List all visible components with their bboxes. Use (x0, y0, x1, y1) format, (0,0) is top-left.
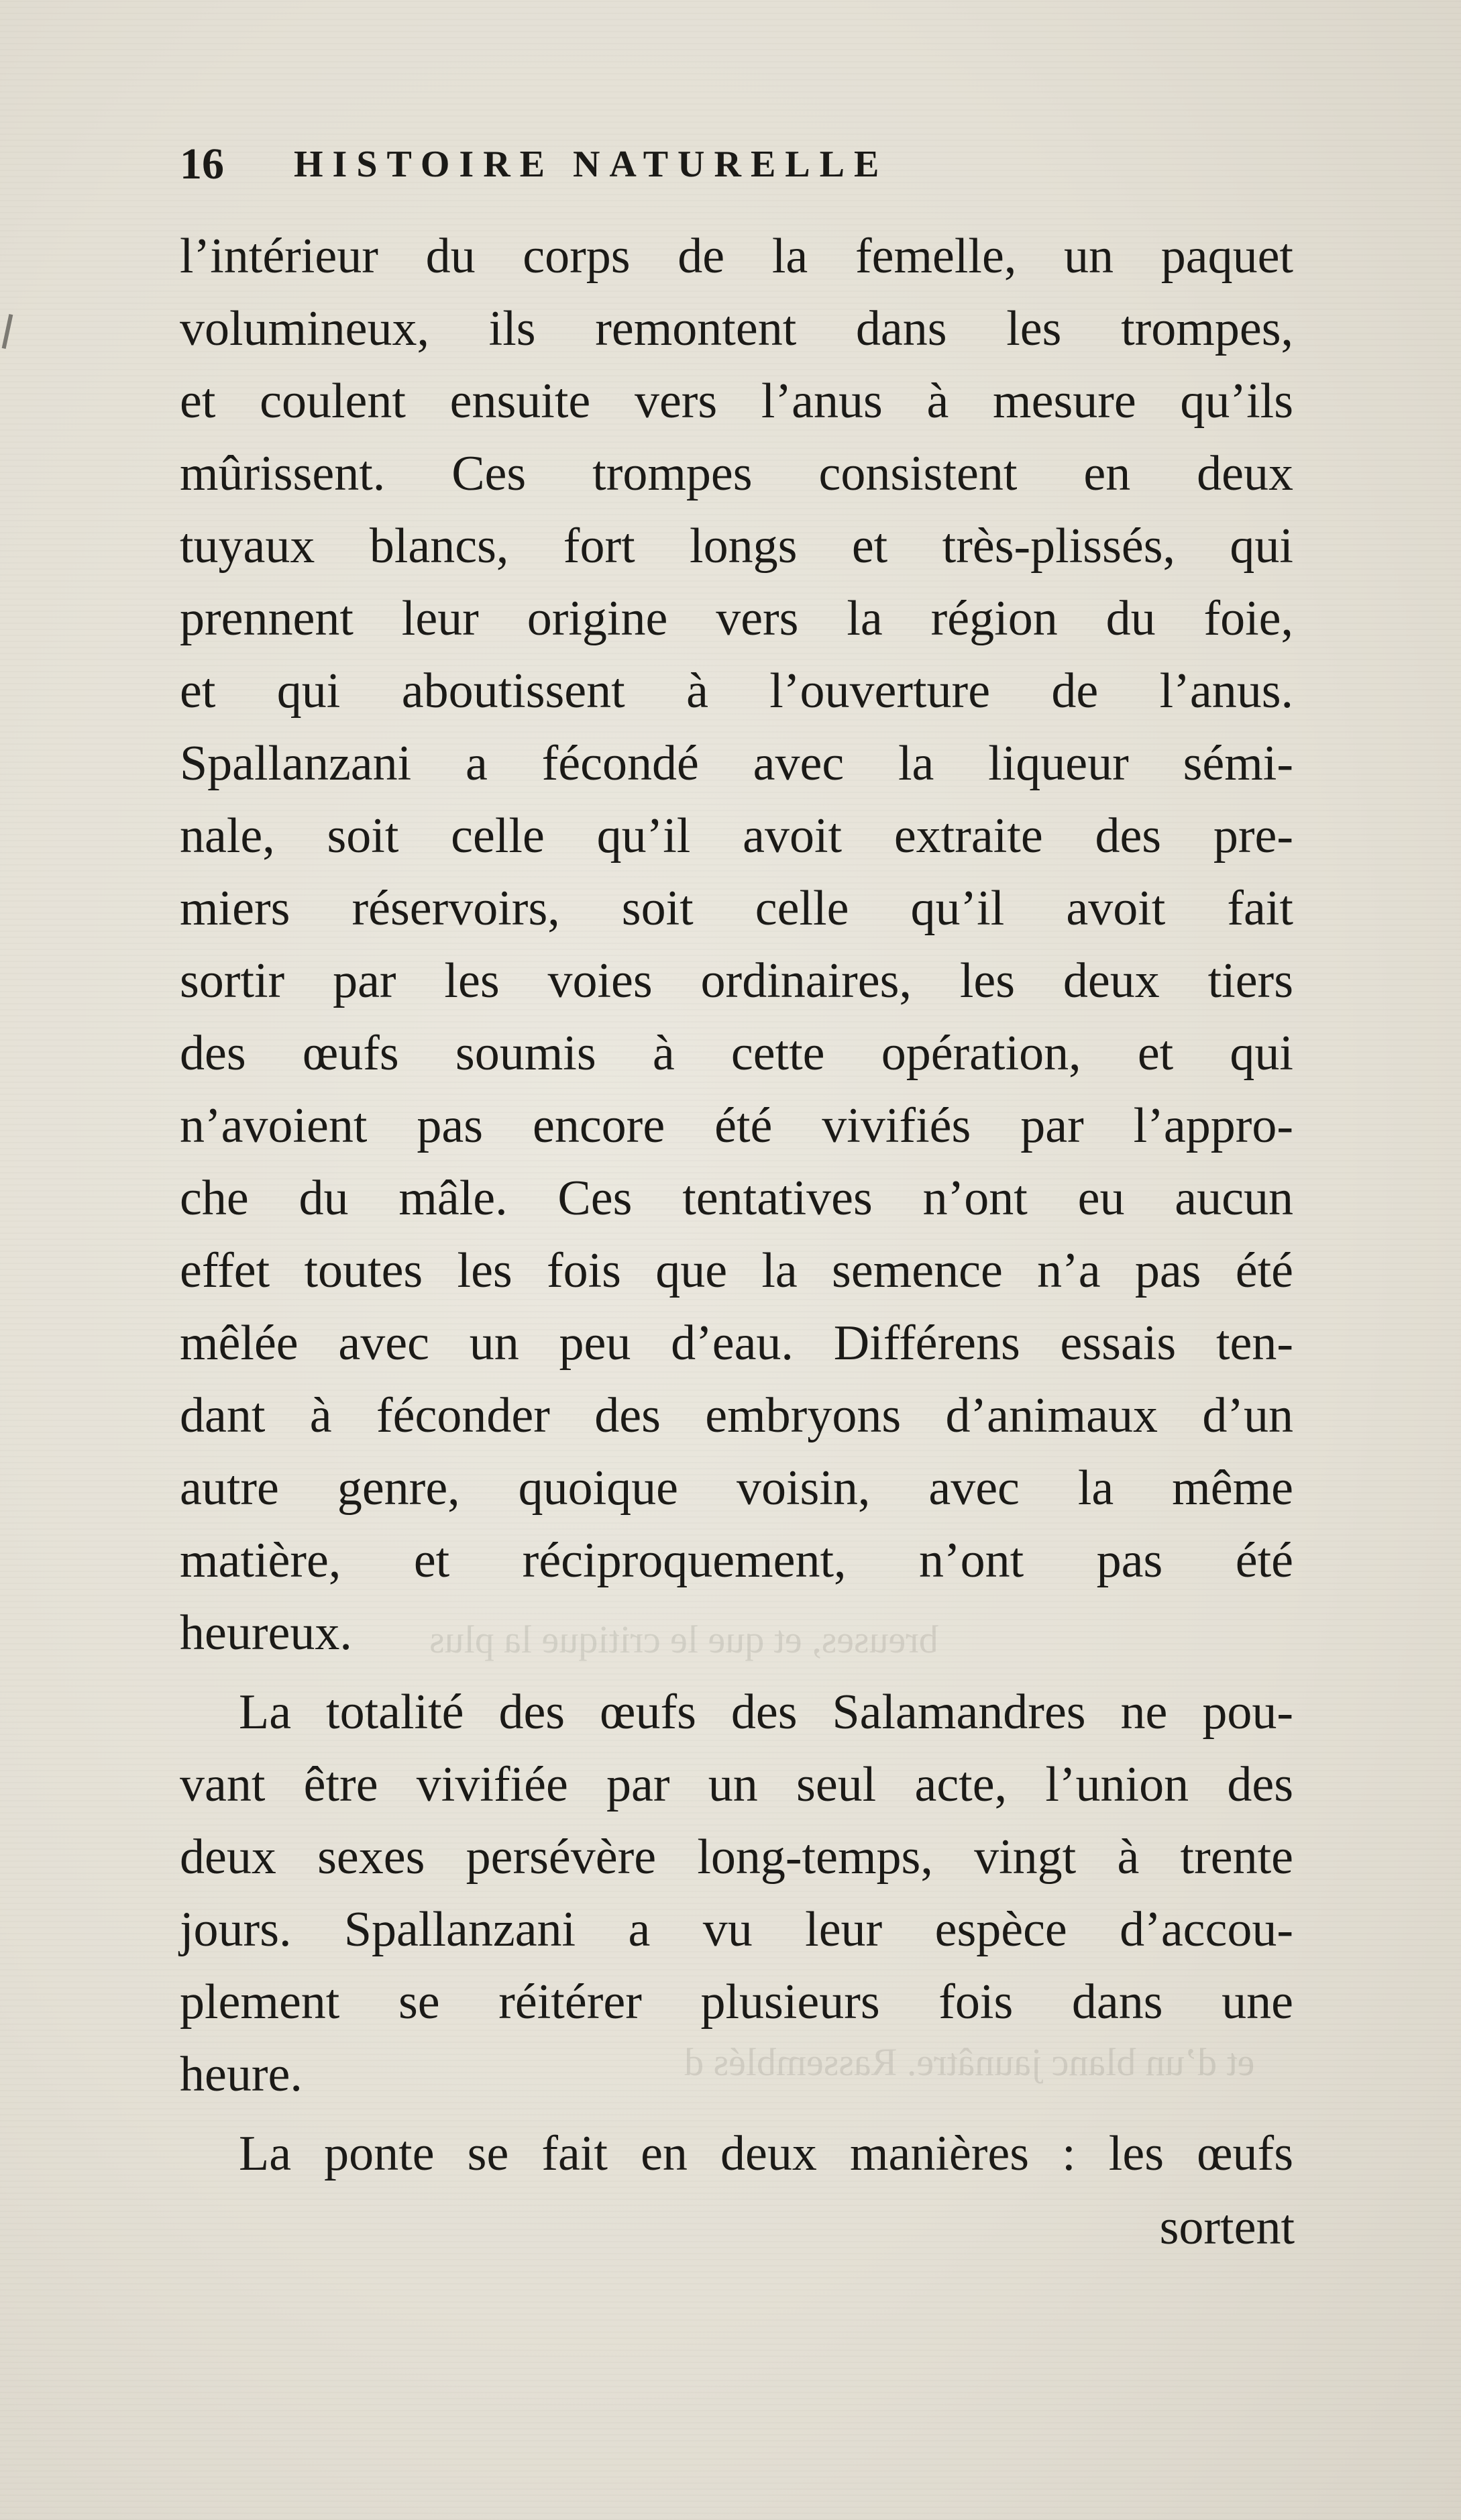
text-line: et coulent ensuite vers l’anus à mesure qu’ils (180, 374, 1293, 429)
text-line: des œufs soumis à cette opération, et qui (180, 1026, 1293, 1081)
catchword: sortent (1159, 2200, 1295, 2255)
text-line: La ponte se fait en deux manières : les œufs (239, 2126, 1293, 2181)
text-line: che du mâle. Ces tentatives n’ont eu aucun (180, 1171, 1293, 1226)
margin-ink-mark (2, 314, 13, 349)
page-header (180, 134, 1307, 195)
running-title: HISTOIRE NATURELLE (294, 144, 889, 185)
text-line: tuyaux blancs, fort longs et très-plissés, qui (180, 519, 1293, 574)
text-line: plement se réitérer plusieurs fois dans une (180, 1975, 1293, 2030)
text-line: vant être vivifiée par un seul acte, l’union des (180, 1757, 1293, 1812)
text-line: autre genre, quoique voisin, avec la même (180, 1461, 1293, 1516)
text-line: nale, soit celle qu’il avoit extraite des pre- (180, 808, 1293, 863)
text-line: sortir par les voies ordinaires, les deux tiers (180, 953, 1293, 1008)
text-line: deux sexes persévère long-temps, vingt à trente (180, 1830, 1293, 1885)
text-line: volumineux, ils remontent dans les trompes, (180, 301, 1293, 356)
text-line: l’intérieur du corps de la femelle, un paquet (180, 229, 1293, 284)
text-line: heure. (180, 2047, 303, 2102)
text-line: miers réservoirs, soit celle qu’il avoit fait (180, 881, 1293, 936)
text-line: La totalité des œufs des Salamandres ne pou- (239, 1685, 1293, 1740)
text-line: effet toutes les fois que la semence n’a pas été (180, 1243, 1293, 1298)
show-through-text-1: breuses, et que le critique la plus (429, 1618, 938, 1661)
text-line: prennent leur origine vers la région du foie, (180, 591, 1293, 646)
text-line: n’avoient pas encore été vivifiés par l’appro- (180, 1098, 1293, 1153)
text-line: mêlée avec un peu d’eau. Différens essais ten- (180, 1316, 1293, 1371)
paragraph-gap (180, 1669, 1293, 1676)
text-line: heureux. (180, 1606, 352, 1661)
text-line: Spallanzani a fécondé avec la liqueur sémi- (180, 736, 1293, 791)
text-line: dant à féconder des embryons d’animaux d’un (180, 1388, 1293, 1443)
text-line: jours. Spallanzani a vu leur espèce d’accou- (180, 1902, 1293, 1957)
paragraph-gap (180, 2111, 1293, 2117)
text-line: et qui aboutissent à l’ouverture de l’anus. (180, 664, 1293, 719)
text-line: mûrissent. Ces trompes consistent en deux (180, 446, 1293, 501)
body-text (180, 220, 1293, 2190)
show-through-text-2: et d’un blanc jaunâtre. Rassemblés d (684, 2040, 1255, 2084)
page-number: 16 (180, 140, 224, 189)
text-line: matière, et réciproquement, n’ont pas été (180, 1533, 1293, 1588)
